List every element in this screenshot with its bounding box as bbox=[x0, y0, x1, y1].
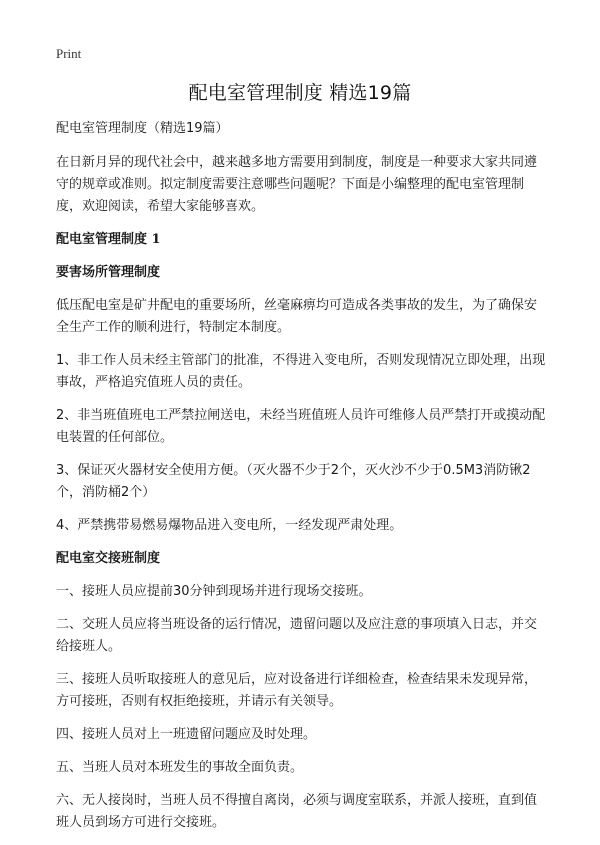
handover-item: 一、接班人员应提前30分钟到现场并进行现场交接班。 bbox=[56, 584, 372, 599]
handover-item: 四、接班人员对上一班遗留问题应及时处理。 bbox=[56, 727, 317, 742]
intro-paragraph: 在日新月异的现代社会中，越来越多地方需要用到制度，制度是一种要求大家共同遵守的规章或准则。拟定制度需要注意哪些问题呢？下面是小编整理的配电室管理制度，欢迎阅读，希望大家能够喜欢。 bbox=[56, 155, 538, 214]
section-sub-heading: 要害场所管理制度 bbox=[56, 265, 161, 280]
rule-item: 4、严禁携带易燃易爆物品进入变电所，一经发现严肃处理。 bbox=[56, 518, 403, 533]
handover-item: 二、交班人员应将当班设备的运行情况，遗留问题以及应注意的事项填入日志，并交给接班人。 bbox=[56, 617, 538, 654]
document-title: 配电室管理制度 精选19篇 bbox=[188, 82, 412, 104]
print-label[interactable]: Print bbox=[56, 46, 82, 61]
section-intro-paragraph: 低压配电室是矿井配电的重要场所，丝毫麻痹均可造成各类事故的发生，为了确保安全生产工作的顺利进行，特制定本制度。 bbox=[56, 298, 538, 335]
document-subtitle: 配电室管理制度（精选19篇） bbox=[56, 121, 229, 136]
rule-item: 3、保证灭火器材安全使用方便。（灭火器不少于2个，灭火沙不少于0.5M3消防锹2个，消防桶2个） bbox=[56, 463, 531, 500]
rule-item: 1、非工作人员未经主管部门的批准，不得进入变电所，否则发现情况立即处理，出现事故，严格追究值班人员的责任。 bbox=[56, 353, 546, 390]
section-heading: 配电室管理制度 1 bbox=[56, 232, 161, 247]
document-body bbox=[56, 118, 548, 845]
rule-item: 2、非当班值班电工严禁拉闸送电，未经当班值班人员许可维修人员严禁打开或摸动配电装置的任何部位。 bbox=[56, 408, 546, 445]
section-heading: 配电室交接班制度 bbox=[56, 551, 161, 566]
handover-item: 六、无人接岗时，当班人员不得擅自离岗，必须与调度室联系，并派人接班，直到值班人员到场方可进行交接班。 bbox=[56, 793, 538, 830]
handover-item: 五、当班人员对本班发生的事故全面负责。 bbox=[56, 760, 304, 775]
handover-item: 三、接班人员听取接班人的意见后，应对设备进行详细检查，检查结果未发现异常，方可接班，否则有权拒绝接班，并请示有关领导。 bbox=[56, 672, 538, 709]
